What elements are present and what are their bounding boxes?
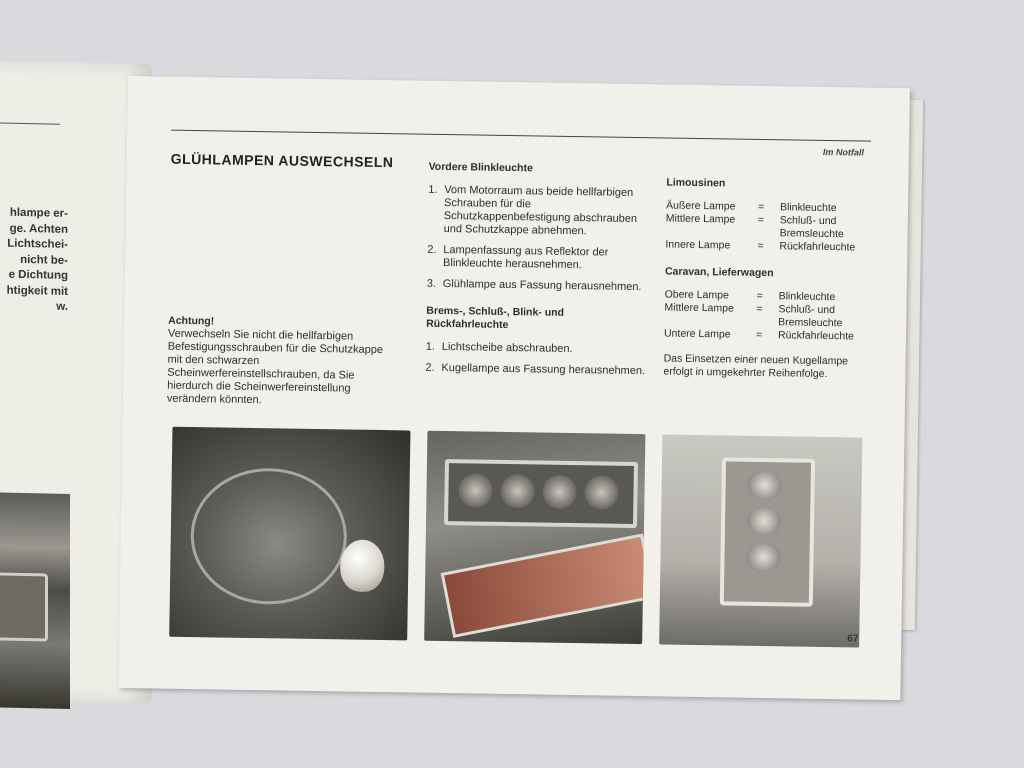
table-row: Äußere Lampe = Blinkleuchte [665,199,837,215]
left-line: htigkeit mit [6,284,68,298]
page-number: 67 [847,633,859,645]
front-indicator-steps [427,184,651,294]
left-line: w. [56,300,68,313]
rear-lights-steps [425,341,648,378]
table-row: Mittlere Lampe = Schluß- und Bremsleuchte [665,212,844,241]
left-page-photo [0,492,70,709]
section-label: Im Notfall [822,146,864,158]
instructions-column [425,161,650,386]
table-row: Innere Lampe = Rückfahrleuchte [665,238,856,254]
photo-rear-light-limousine [424,431,645,644]
list-item: 1. Vom Motorraum aus beide hellfarbigen Schrauben für die Schutzkappenbefestigung abschrauben und Schutzkappe abnehmen. [428,183,638,238]
lamp-assignment-column [663,176,876,381]
list-item: 1. Lichtscheibe abschrauben. [425,340,573,356]
warning-block [167,315,390,409]
table-row: Mittlere Lampe = Schluß- und Bremsleuchte [664,301,843,330]
left-page-text [0,205,68,315]
table-row: Untere Lampe = Rückfahrleuchte [663,327,854,343]
left-line: hlampe er- [9,206,68,220]
front-indicator-heading: Vordere Blinkleuchte [428,160,533,175]
rear-lights-heading: Brems-, Schluß-, Blink- und Rückfahrleuchte [426,304,565,332]
list-item: 2. Lampenfassung aus Reflektor der Blinkleuchte herausnehmen. [427,243,609,272]
left-page-rule [0,122,60,124]
manual-page [118,76,910,700]
list-item: 2. Kugellampe aus Fassung herausnehmen. [425,361,646,378]
left-line: ge. Achten [9,222,68,236]
warning-heading: Achtung! [168,314,215,328]
caravan-heading: Caravan, Lieferwagen [664,265,774,280]
photo-headlamp-socket [169,427,410,641]
warning-text: Verwechseln Sie nicht die hellfarbigen Befestigungsschrauben für die Schutzkappe mit den schwarzen Scheinwerfereinstellschrauben, da Sie hierdurch die Scheinwerfereinstellung verändern könnten. [166,327,384,407]
page-title: GLÜHLAMPEN AUSWECHSELN [170,150,394,171]
replacement-note: Das Einsetzen einer neuen Kugellampe erfolgt in umgekehrter Reihenfolge. [663,352,849,381]
left-line: Lichtschei- [7,237,68,251]
limousinen-heading: Limousinen [666,176,726,190]
header-rule [171,130,871,142]
left-line: nicht be- [20,253,68,267]
table-row: Obere Lampe = Blinkleuchte [664,288,836,304]
list-item: 3. Glühlampe aus Fassung herausnehmen. [426,277,642,294]
left-line: e Dichtung [8,268,68,282]
photo-rear-light-caravan [659,434,862,647]
